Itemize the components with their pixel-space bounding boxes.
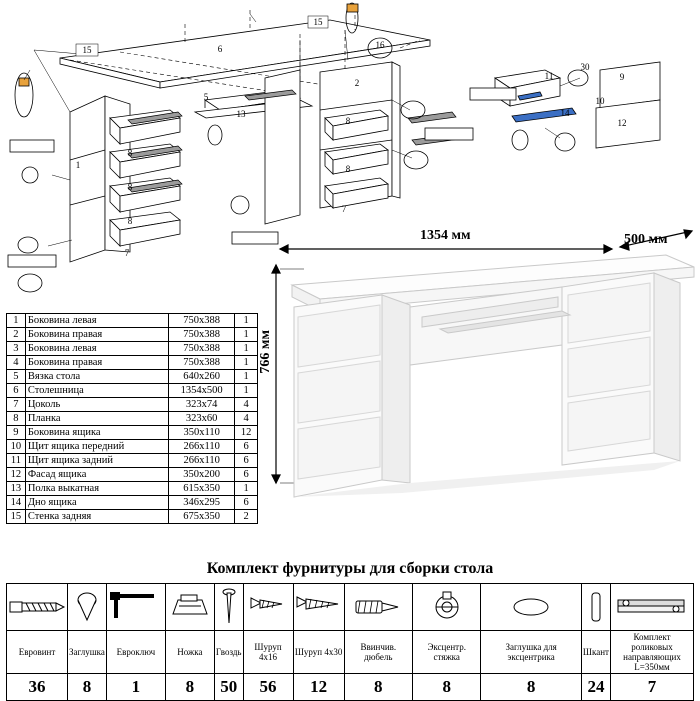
svg-text:1: 1 [75, 160, 81, 170]
part-name: Боковина правая [25, 328, 168, 342]
svg-text:9: 9 [619, 72, 625, 82]
svg-text:2: 2 [354, 78, 360, 88]
kit-item-count: 8 [413, 674, 481, 701]
part-size: 346x295 [169, 496, 235, 510]
part-size: 750x388 [169, 342, 235, 356]
screw-4x16-icon [243, 584, 293, 631]
part-name: Боковина правая [25, 356, 168, 370]
part-name: Столешница [25, 384, 168, 398]
svg-text:14: 14 [560, 108, 570, 118]
kit-item-count: 50 [214, 674, 243, 701]
table-row [7, 412, 258, 426]
part-qty: 6 [235, 454, 258, 468]
svg-text:13: 13 [236, 109, 246, 119]
part-qty: 1 [235, 328, 258, 342]
svg-text:8: 8 [345, 116, 351, 126]
svg-text:7: 7 [341, 204, 347, 214]
kit-item-count: 56 [243, 674, 293, 701]
svg-text:8: 8 [127, 148, 133, 158]
part-name: Боковина левая [25, 342, 168, 356]
part-size: 640x260 [169, 370, 235, 384]
hardware-kit-table [6, 583, 694, 701]
table-row [7, 426, 258, 440]
table-row [7, 510, 258, 524]
svg-text:8: 8 [127, 182, 133, 192]
kit-item-count: 36 [7, 674, 68, 701]
part-name: Стенка задняя [25, 510, 168, 524]
table-row [7, 370, 258, 384]
kit-item-label: Шуруп 4х30 [293, 631, 344, 674]
kit-title: Комплект фурнитуры для сборки стола [206, 560, 494, 577]
part-name: Фасад ящика [25, 468, 168, 482]
kit-item-label: Комплект роликовых направляющих L=350мм [611, 631, 694, 674]
cam-cap-icon [481, 584, 582, 631]
dimension-width: 1354 мм [420, 228, 471, 243]
part-qty: 6 [235, 496, 258, 510]
part-size: 750x388 [169, 356, 235, 370]
part-size: 615x350 [169, 482, 235, 496]
part-size: 266x110 [169, 454, 235, 468]
part-num: 5 [7, 370, 26, 384]
part-num: 9 [7, 426, 26, 440]
kit-item-label: Шуруп 4х16 [243, 631, 293, 674]
part-size: 323x74 [169, 398, 235, 412]
kit-item-label: Заглушка [68, 631, 107, 674]
kit-item-label: Ножка [165, 631, 214, 674]
svg-text:5: 5 [203, 92, 209, 102]
part-qty: 12 [235, 426, 258, 440]
table-row [7, 496, 258, 510]
svg-text:10: 10 [595, 96, 605, 106]
product-3d-view [262, 225, 700, 555]
svg-text:8: 8 [345, 164, 351, 174]
screw-4x30-icon [293, 584, 344, 631]
svg-text:7: 7 [124, 248, 130, 258]
part-num: 15 [7, 510, 26, 524]
product-3d-svg [262, 225, 700, 555]
part-qty: 1 [235, 314, 258, 328]
part-num: 1 [7, 314, 26, 328]
kit-item-count: 8 [68, 674, 107, 701]
table-row [7, 342, 258, 356]
dimension-depth: 500 мм [624, 232, 668, 247]
part-qty: 1 [235, 342, 258, 356]
table-row [7, 454, 258, 468]
part-size: 750x388 [169, 314, 235, 328]
part-num: 3 [7, 342, 26, 356]
kit-item-count: 7 [611, 674, 694, 701]
part-num: 11 [7, 454, 26, 468]
table-row [7, 468, 258, 482]
part-num: 4 [7, 356, 26, 370]
kit-item-label: Гвоздь [214, 631, 243, 674]
svg-text:6: 6 [217, 44, 223, 54]
dowel-screw-icon [344, 584, 412, 631]
svg-text:15: 15 [82, 45, 92, 55]
part-name: Щит ящика передний [25, 440, 168, 454]
kit-item-label: Шкант [581, 631, 610, 674]
cap-icon [68, 584, 107, 631]
svg-text:16: 16 [375, 40, 385, 50]
foot-icon [165, 584, 214, 631]
part-num: 10 [7, 440, 26, 454]
part-qty: 2 [235, 510, 258, 524]
shkant-icon [581, 584, 610, 631]
kit-item-label: Ввинчив. дюбель [344, 631, 412, 674]
table-row [7, 482, 258, 496]
part-qty: 1 [235, 370, 258, 384]
part-name: Боковина ящика [25, 426, 168, 440]
dimension-height: 766 мм [258, 330, 273, 374]
part-qty: 1 [235, 482, 258, 496]
part-size: 266x110 [169, 440, 235, 454]
table-row [7, 314, 258, 328]
part-qty: 6 [235, 440, 258, 454]
part-name: Планка [25, 412, 168, 426]
part-size: 1354x500 [169, 384, 235, 398]
part-num: 8 [7, 412, 26, 426]
part-size: 750x388 [169, 328, 235, 342]
nail-icon [214, 584, 243, 631]
table-row [7, 356, 258, 370]
part-qty: 1 [235, 356, 258, 370]
part-name: Щит ящика задний [25, 454, 168, 468]
part-name: Дно ящика [25, 496, 168, 510]
table-row [7, 384, 258, 398]
table-row [7, 440, 258, 454]
part-qty: 4 [235, 412, 258, 426]
kit-item-count: 12 [293, 674, 344, 701]
part-size: 350x110 [169, 426, 235, 440]
kit-item-label: Евровинт [7, 631, 68, 674]
part-num: 6 [7, 384, 26, 398]
table-row [7, 398, 258, 412]
kit-item-count: 1 [106, 674, 165, 701]
part-qty: 6 [235, 468, 258, 482]
part-name: Цоколь [25, 398, 168, 412]
kit-item-label: Заглушка для эксцентрика [481, 631, 582, 674]
part-qty: 4 [235, 398, 258, 412]
kit-item-count: 24 [581, 674, 610, 701]
part-num: 12 [7, 468, 26, 482]
part-size: 323x60 [169, 412, 235, 426]
kit-item-label: Евроключ [106, 631, 165, 674]
cam-lock-icon [413, 584, 481, 631]
svg-text:12: 12 [617, 118, 627, 128]
svg-text:11: 11 [544, 71, 554, 81]
slide-rail-icon [611, 584, 694, 631]
part-name: Вязка стола [25, 370, 168, 384]
svg-text:30: 30 [580, 62, 590, 72]
svg-text:8: 8 [127, 216, 133, 226]
euroscrew-icon [7, 584, 68, 631]
kit-item-label: Эксцентр. стяжка [413, 631, 481, 674]
part-size: 350x200 [169, 468, 235, 482]
part-qty: 1 [235, 384, 258, 398]
part-name: Боковина левая [25, 314, 168, 328]
svg-text:15: 15 [313, 17, 323, 27]
eurokey-icon [106, 584, 165, 631]
parts-table [6, 313, 258, 524]
table-row [7, 328, 258, 342]
kit-item-count: 8 [165, 674, 214, 701]
part-name: Полка выкатная [25, 482, 168, 496]
part-num: 13 [7, 482, 26, 496]
part-num: 2 [7, 328, 26, 342]
part-num: 14 [7, 496, 26, 510]
kit-item-count: 8 [344, 674, 412, 701]
kit-item-count: 8 [481, 674, 582, 701]
part-num: 7 [7, 398, 26, 412]
part-size: 675x350 [169, 510, 235, 524]
